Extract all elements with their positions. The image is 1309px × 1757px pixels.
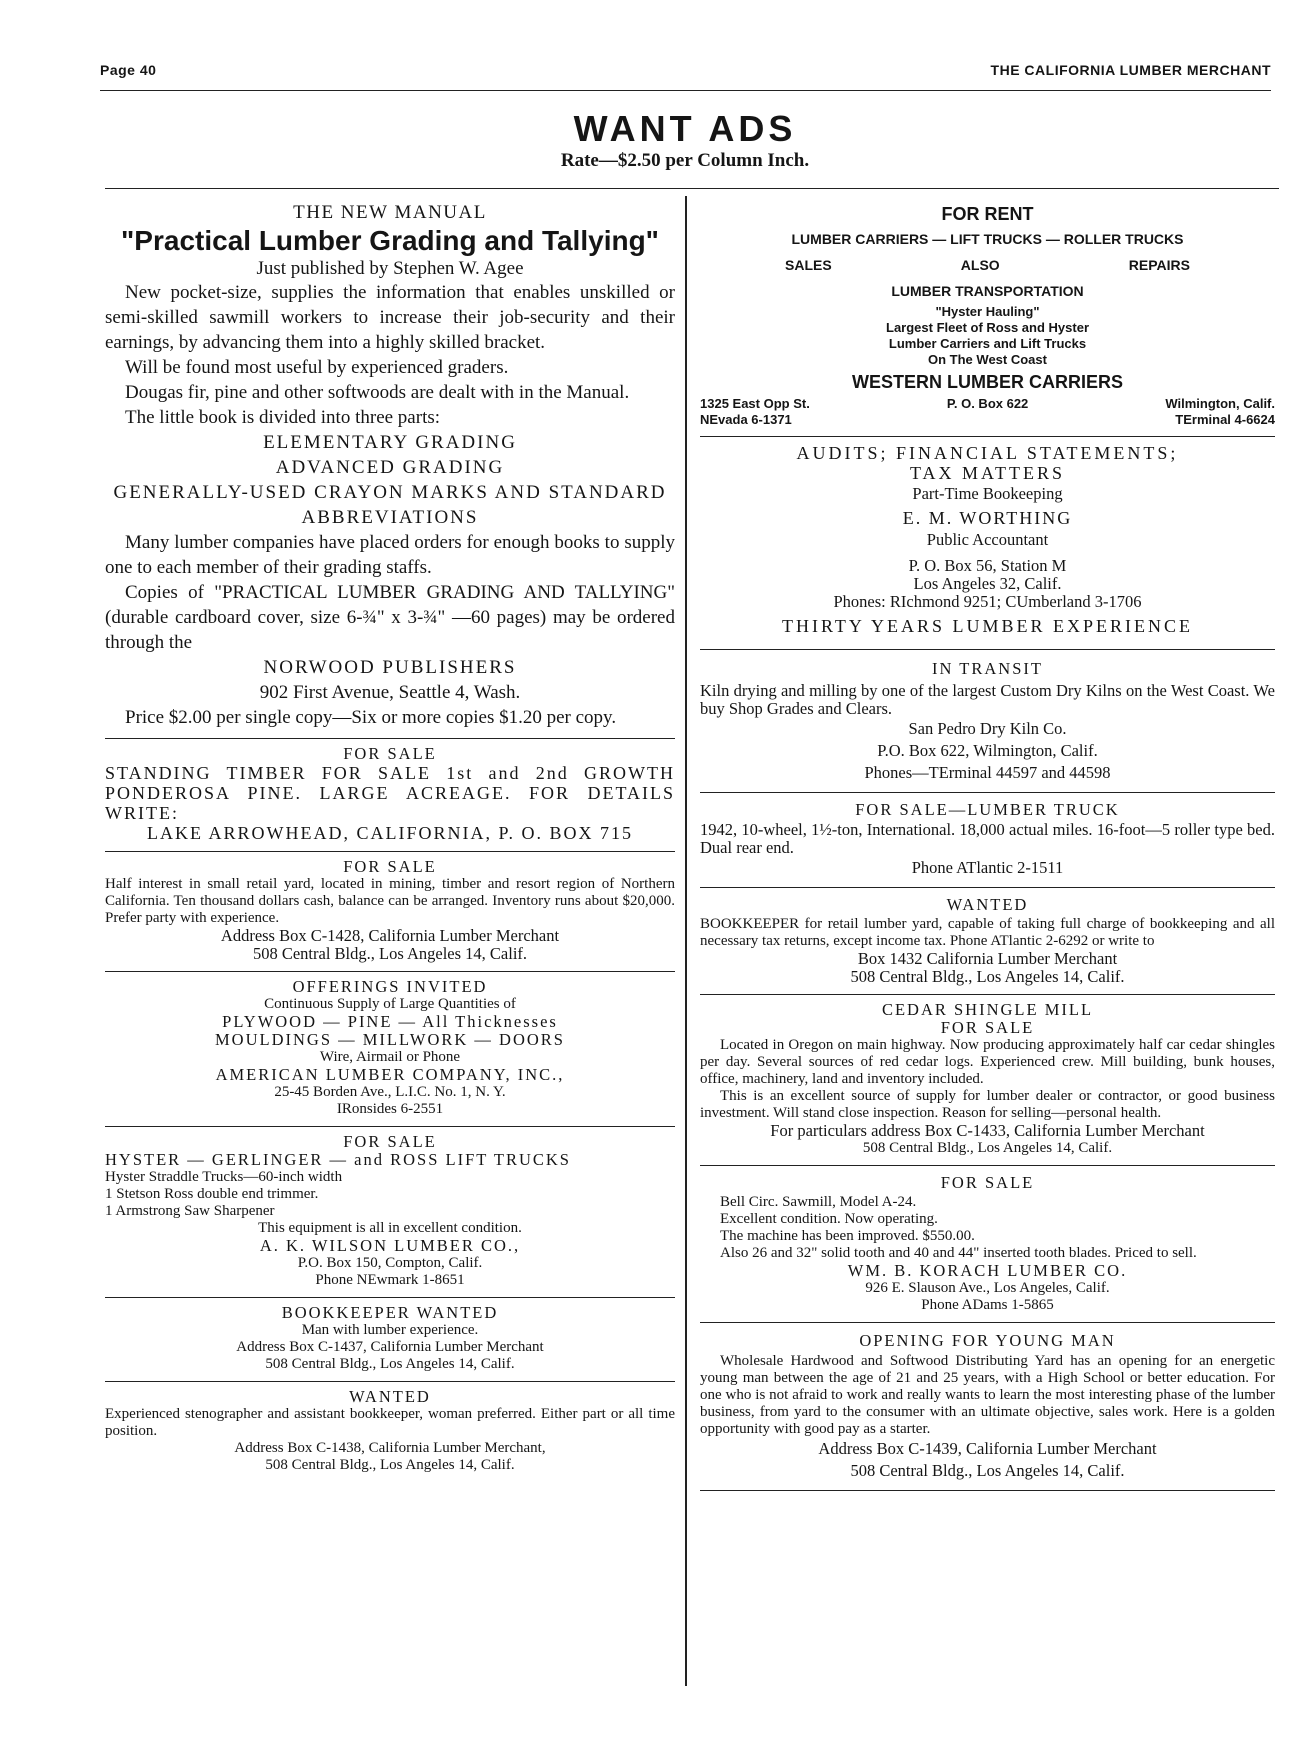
rent-ad xyxy=(700,198,1275,434)
rent-repairs: REPAIRS xyxy=(1128,257,1190,273)
hyster-l5: This equipment is all in excellent condition. xyxy=(258,1220,522,1236)
manual-p2: Will be found most useful by experienced graders. xyxy=(125,357,509,378)
hyster-l2: Hyster Straddle Trucks—60-inch width xyxy=(105,1169,343,1185)
truck-body: 1942, 10-wheel, 1½-ton, International. 18,000 actual miles. 16-foot—5 roller type bed. Dual rear end. xyxy=(700,820,1275,857)
manual-publisher: NORWOOD PUBLISHERS xyxy=(263,657,517,678)
sawmill-l3: The machine has been improved. $550.00. xyxy=(720,1228,975,1244)
yard-addr1: Address Box C-1428, California Lumber Merchant xyxy=(220,926,560,945)
column-divider xyxy=(685,196,687,1686)
yard-ad xyxy=(105,854,675,969)
steno-addr2: 508 Central Bldg., Los Angeles 14, Calif. xyxy=(265,1457,515,1473)
hyster-l4: 1 Armstrong Saw Sharpener xyxy=(105,1203,275,1219)
wanted-heading: WANTED xyxy=(946,895,1029,914)
divider xyxy=(700,649,1275,650)
left-column xyxy=(105,198,675,1480)
audits-h1: AUDITS; FINANCIAL STATEMENTS; xyxy=(796,443,1179,463)
wanted-body: BOOKKEEPER for retail lumber yard, capable of taking full charge of bookkeeping and all necessary tax returns, except income tax. Phone ATlantic 2-6292 or write to xyxy=(700,916,1275,949)
hyster-heading: FOR SALE xyxy=(343,1132,437,1151)
divider xyxy=(700,994,1275,995)
page-header xyxy=(100,62,1271,78)
manual-p1: New pocket-size, supplies the information that enables unskilled or semi-skilled sawmill workers to increase their job-security and their earnings, by advancing them into a highly skilled bracket. xyxy=(105,282,675,353)
sawmill-heading: FOR SALE xyxy=(940,1173,1035,1192)
hyster-l8: Phone NEwmark 1-8651 xyxy=(315,1272,465,1288)
divider xyxy=(700,887,1275,888)
divider xyxy=(700,1322,1275,1323)
audits-tag: THIRTY YEARS LUMBER EXPERIENCE xyxy=(781,616,1194,636)
yard-body: Half interest in small retail yard, located in mining, timber and resort region of Northern California. Ten thousand dollars cash, balance can be arranged. Inventory runs about $20,000. Prefer party with experience. xyxy=(105,876,675,926)
manual-address: 902 First Avenue, Seattle 4, Wash. xyxy=(259,682,521,703)
audits-title: Public Accountant xyxy=(926,530,1049,549)
yard-addr2: 508 Central Bldg., Los Angeles 14, Calif. xyxy=(252,944,528,963)
young-heading: OPENING FOR YOUNG MAN xyxy=(859,1331,1116,1350)
rent-also: ALSO xyxy=(960,257,1000,273)
manual-p3: Dougas fir, pine and other softwoods are dealt with in the Manual. xyxy=(125,382,630,403)
sawmill-ad xyxy=(700,1168,1275,1320)
page-title: WANT ADS xyxy=(573,108,797,149)
rent-a1: 1325 East Opp St. xyxy=(700,396,810,411)
divider xyxy=(105,1381,675,1382)
title-rule xyxy=(105,188,1279,189)
manual-p4: The little book is divided into three parts: xyxy=(125,407,441,428)
rent-services xyxy=(700,252,1275,278)
sawmill-l2: Excellent condition. Now operating. xyxy=(720,1211,938,1227)
timber-contact: LAKE ARROWHEAD, CALIFORNIA, P. O. BOX 715 xyxy=(146,823,633,843)
manual-part2: ADVANCED GRADING xyxy=(275,457,505,478)
rent-line1: LUMBER CARRIERS — LIFT TRUCKS — ROLLER TRUCKS xyxy=(791,231,1184,247)
rent-ph2: TErminal 4-6624 xyxy=(1175,412,1275,427)
transit-heading: IN TRANSIT xyxy=(932,659,1043,678)
steno-addr1: Address Box C-1438, California Lumber Merchant, xyxy=(234,1440,546,1456)
divider xyxy=(700,436,1275,437)
rent-a3: Wilmington, Calif. xyxy=(1165,396,1275,411)
cedar-p1: Located in Oregon on main highway. Now producing approximately half car cedar shingles per day. Several sources of red cedar logs. Experienced crew. Mill building, bunk houses, office, machinery, land and inventory included. xyxy=(700,1037,1275,1087)
bookkeeper-l1: Man with lumber experience. xyxy=(301,1322,479,1338)
rent-phone-row xyxy=(700,412,1275,428)
offerings-heading: OFFERINGS INVITED xyxy=(292,977,488,996)
rent-q3: Lumber Carriers and Lift Trucks xyxy=(888,336,1087,351)
rent-transport: LUMBER TRANSPORTATION xyxy=(891,283,1084,299)
timber-heading: FOR SALE xyxy=(343,744,437,763)
young-addr1: Address Box C-1439, California Lumber Merchant xyxy=(818,1439,1157,1458)
rent-q1: "Hyster Hauling" xyxy=(935,304,1040,319)
rent-address-row xyxy=(700,396,1275,412)
truck-phone: Phone ATlantic 2-1511 xyxy=(911,858,1064,877)
cedar-h2: FOR SALE xyxy=(940,1018,1035,1037)
transit-l3: Phones—TErminal 44597 and 44598 xyxy=(864,763,1111,782)
offerings-l3: MOULDINGS — MILLWORK — DOORS xyxy=(215,1030,565,1049)
manual-byline: Just published by Stephen W. Agee xyxy=(256,258,524,279)
cedar-h1: CEDAR SHINGLE MILL xyxy=(881,1000,1094,1019)
hyster-l6: A. K. WILSON LUMBER CO., xyxy=(259,1236,521,1255)
offerings-l7: IRonsides 6-2551 xyxy=(336,1101,444,1117)
audits-ad xyxy=(700,439,1275,647)
rate-line: Rate—$2.50 per Column Inch. xyxy=(560,150,810,171)
rent-a2: P. O. Box 622 xyxy=(946,396,1029,411)
audits-l1: Part-Time Bookeeping xyxy=(912,484,1063,503)
offerings-l2: PLYWOOD — PINE — All Thicknesses xyxy=(222,1012,558,1031)
hyster-l7: P.O. Box 150, Compton, Calif. xyxy=(297,1255,483,1271)
manual-part3: GENERALLY-USED CRAYON MARKS AND STANDARD ABBREVIATIONS xyxy=(113,482,667,528)
cedar-p3: For particulars address Box C-1433, California Lumber Merchant xyxy=(770,1121,1205,1140)
young-addr2: 508 Central Bldg., Los Angeles 14, Calif. xyxy=(850,1461,1125,1480)
manual-p5: Many lumber companies have placed orders for enough books to supply one to each member of their grading staffs. xyxy=(105,532,675,578)
wanted-addr2: 508 Central Bldg., Los Angeles 14, Calif. xyxy=(850,967,1125,986)
offerings-l4: Wire, Airmail or Phone xyxy=(319,1049,461,1065)
manual-kicker: THE NEW MANUAL xyxy=(293,202,487,223)
sawmill-phone: Phone ADams 1-5865 xyxy=(921,1297,1054,1313)
young-body: Wholesale Hardwood and Softwood Distributing Yard has an opening for an energetic young man between the age of 21 and 25 years, with a High School or better education. For one who is not afraid to work and really wants to learn the most interesting phase of the lumber business, from yard to the consumer with an ultimate objective, sales work. Here is a golden opportunity with good pay as a starter. xyxy=(700,1353,1275,1437)
cedar-p2: This is an excellent source of supply for lumber dealer or contractor, or good business investment. Will stand close inspection. Reason for selling—personal health. xyxy=(700,1088,1275,1121)
steno-body: Experienced stenographer and assistant bookkeeper, woman preferred. Either part or all time position. xyxy=(105,1406,675,1439)
timber-ad xyxy=(105,741,675,849)
sawmill-addr: 926 E. Slauson Ave., Los Angeles, Calif. xyxy=(865,1280,1110,1296)
divider xyxy=(105,1297,675,1298)
wanted-ad xyxy=(700,890,1275,992)
offerings-ad xyxy=(105,974,675,1124)
offerings-l6: 25-45 Borden Ave., L.I.C. No. 1, N. Y. xyxy=(274,1084,506,1100)
rent-q2: Largest Fleet of Ross and Hyster xyxy=(886,320,1089,335)
divider xyxy=(105,1126,675,1127)
young-ad xyxy=(700,1325,1275,1488)
manual-p6: Copies of "PRACTICAL LUMBER GRADING AND TALLYING" (durable cardboard cover, size 6-¾" x 3-¾" —60 pages) may be ordered through the xyxy=(105,582,675,653)
divider xyxy=(105,971,675,972)
bookkeeper-ad xyxy=(105,1300,675,1379)
divider xyxy=(700,1165,1275,1166)
manual-part1: ELEMENTARY GRADING xyxy=(263,432,517,453)
rent-sales: SALES xyxy=(785,257,832,273)
truck-heading: FOR SALE—LUMBER TRUCK xyxy=(855,800,1120,819)
cedar-p4: 508 Central Bldg., Los Angeles 14, Calif. xyxy=(862,1140,1113,1156)
sawmill-l1: Bell Circ. Sawmill, Model A-24. xyxy=(720,1194,917,1210)
sawmill-l4: Also 26 and 32" solid tooth and 40 and 44" inserted tooth blades. Priced to sell. xyxy=(720,1245,1197,1261)
bookkeeper-l3: 508 Central Bldg., Los Angeles 14, Calif. xyxy=(265,1356,515,1372)
divider xyxy=(700,1490,1275,1491)
audits-a2: Los Angeles 32, Calif. xyxy=(913,574,1062,593)
wanted-addr1: Box 1432 California Lumber Merchant xyxy=(857,949,1118,968)
bookkeeper-l2: Address Box C-1437, California Lumber Merchant xyxy=(236,1339,544,1355)
divider xyxy=(105,851,675,852)
cedar-ad xyxy=(700,997,1275,1163)
manual-book-title: "Practical Lumber Grading and Tallying" xyxy=(121,225,659,256)
audits-name: E. M. WORTHING xyxy=(902,508,1073,528)
audits-phones: Phones: RIchmond 9251; CUmberland 3-1706 xyxy=(833,592,1142,611)
transit-l2: P.O. Box 622, Wilmington, Calif. xyxy=(877,741,1098,760)
rent-q4: On The West Coast xyxy=(928,352,1047,367)
steno-ad xyxy=(105,1384,675,1480)
rent-ph1: NEvada 6-1371 xyxy=(700,412,792,427)
hyster-l3: 1 Stetson Ross double end trimmer. xyxy=(105,1186,319,1202)
offerings-l1: Continuous Supply of Large Quantities of xyxy=(264,996,516,1012)
rent-company: WESTERN LUMBER CARRIERS xyxy=(851,372,1123,392)
bookkeeper-heading: BOOKKEEPER WANTED xyxy=(281,1303,499,1322)
transit-l1: San Pedro Dry Kiln Co. xyxy=(908,719,1067,738)
steno-heading: WANTED xyxy=(349,1387,431,1406)
hyster-ad xyxy=(105,1129,675,1295)
divider xyxy=(105,738,675,739)
manual-price: Price $2.00 per single copy—Six or more copies $1.20 per copy. xyxy=(125,707,617,728)
yard-heading: FOR SALE xyxy=(343,857,437,876)
audits-a1: P. O. Box 56, Station M xyxy=(908,556,1067,575)
transit-body: Kiln drying and milling by one of the largest Custom Dry Kilns on the West Coast. We buy Shop Grades and Clears. xyxy=(700,681,1275,718)
header-rule xyxy=(100,90,1271,91)
page-number: Page 40 xyxy=(100,62,157,78)
timber-body: STANDING TIMBER FOR SALE 1st and 2nd GROWTH PONDEROSA PINE. LARGE ACREAGE. FOR DETAILS WRITE: xyxy=(105,763,675,823)
publication-name: THE CALIFORNIA LUMBER MERCHANT xyxy=(990,62,1271,78)
divider xyxy=(700,792,1275,793)
offerings-l5: AMERICAN LUMBER COMPANY, INC., xyxy=(215,1065,565,1084)
sawmill-company: WM. B. KORACH LUMBER CO. xyxy=(847,1261,1128,1280)
manual-ad xyxy=(105,198,675,736)
audits-h2: TAX MATTERS xyxy=(909,463,1066,483)
rent-heading: FOR RENT xyxy=(941,204,1034,224)
hyster-l1: HYSTER — GERLINGER — and ROSS LIFT TRUCKS xyxy=(105,1150,571,1169)
truck-ad xyxy=(700,795,1275,885)
transit-ad xyxy=(700,652,1275,790)
right-column xyxy=(700,198,1275,1493)
